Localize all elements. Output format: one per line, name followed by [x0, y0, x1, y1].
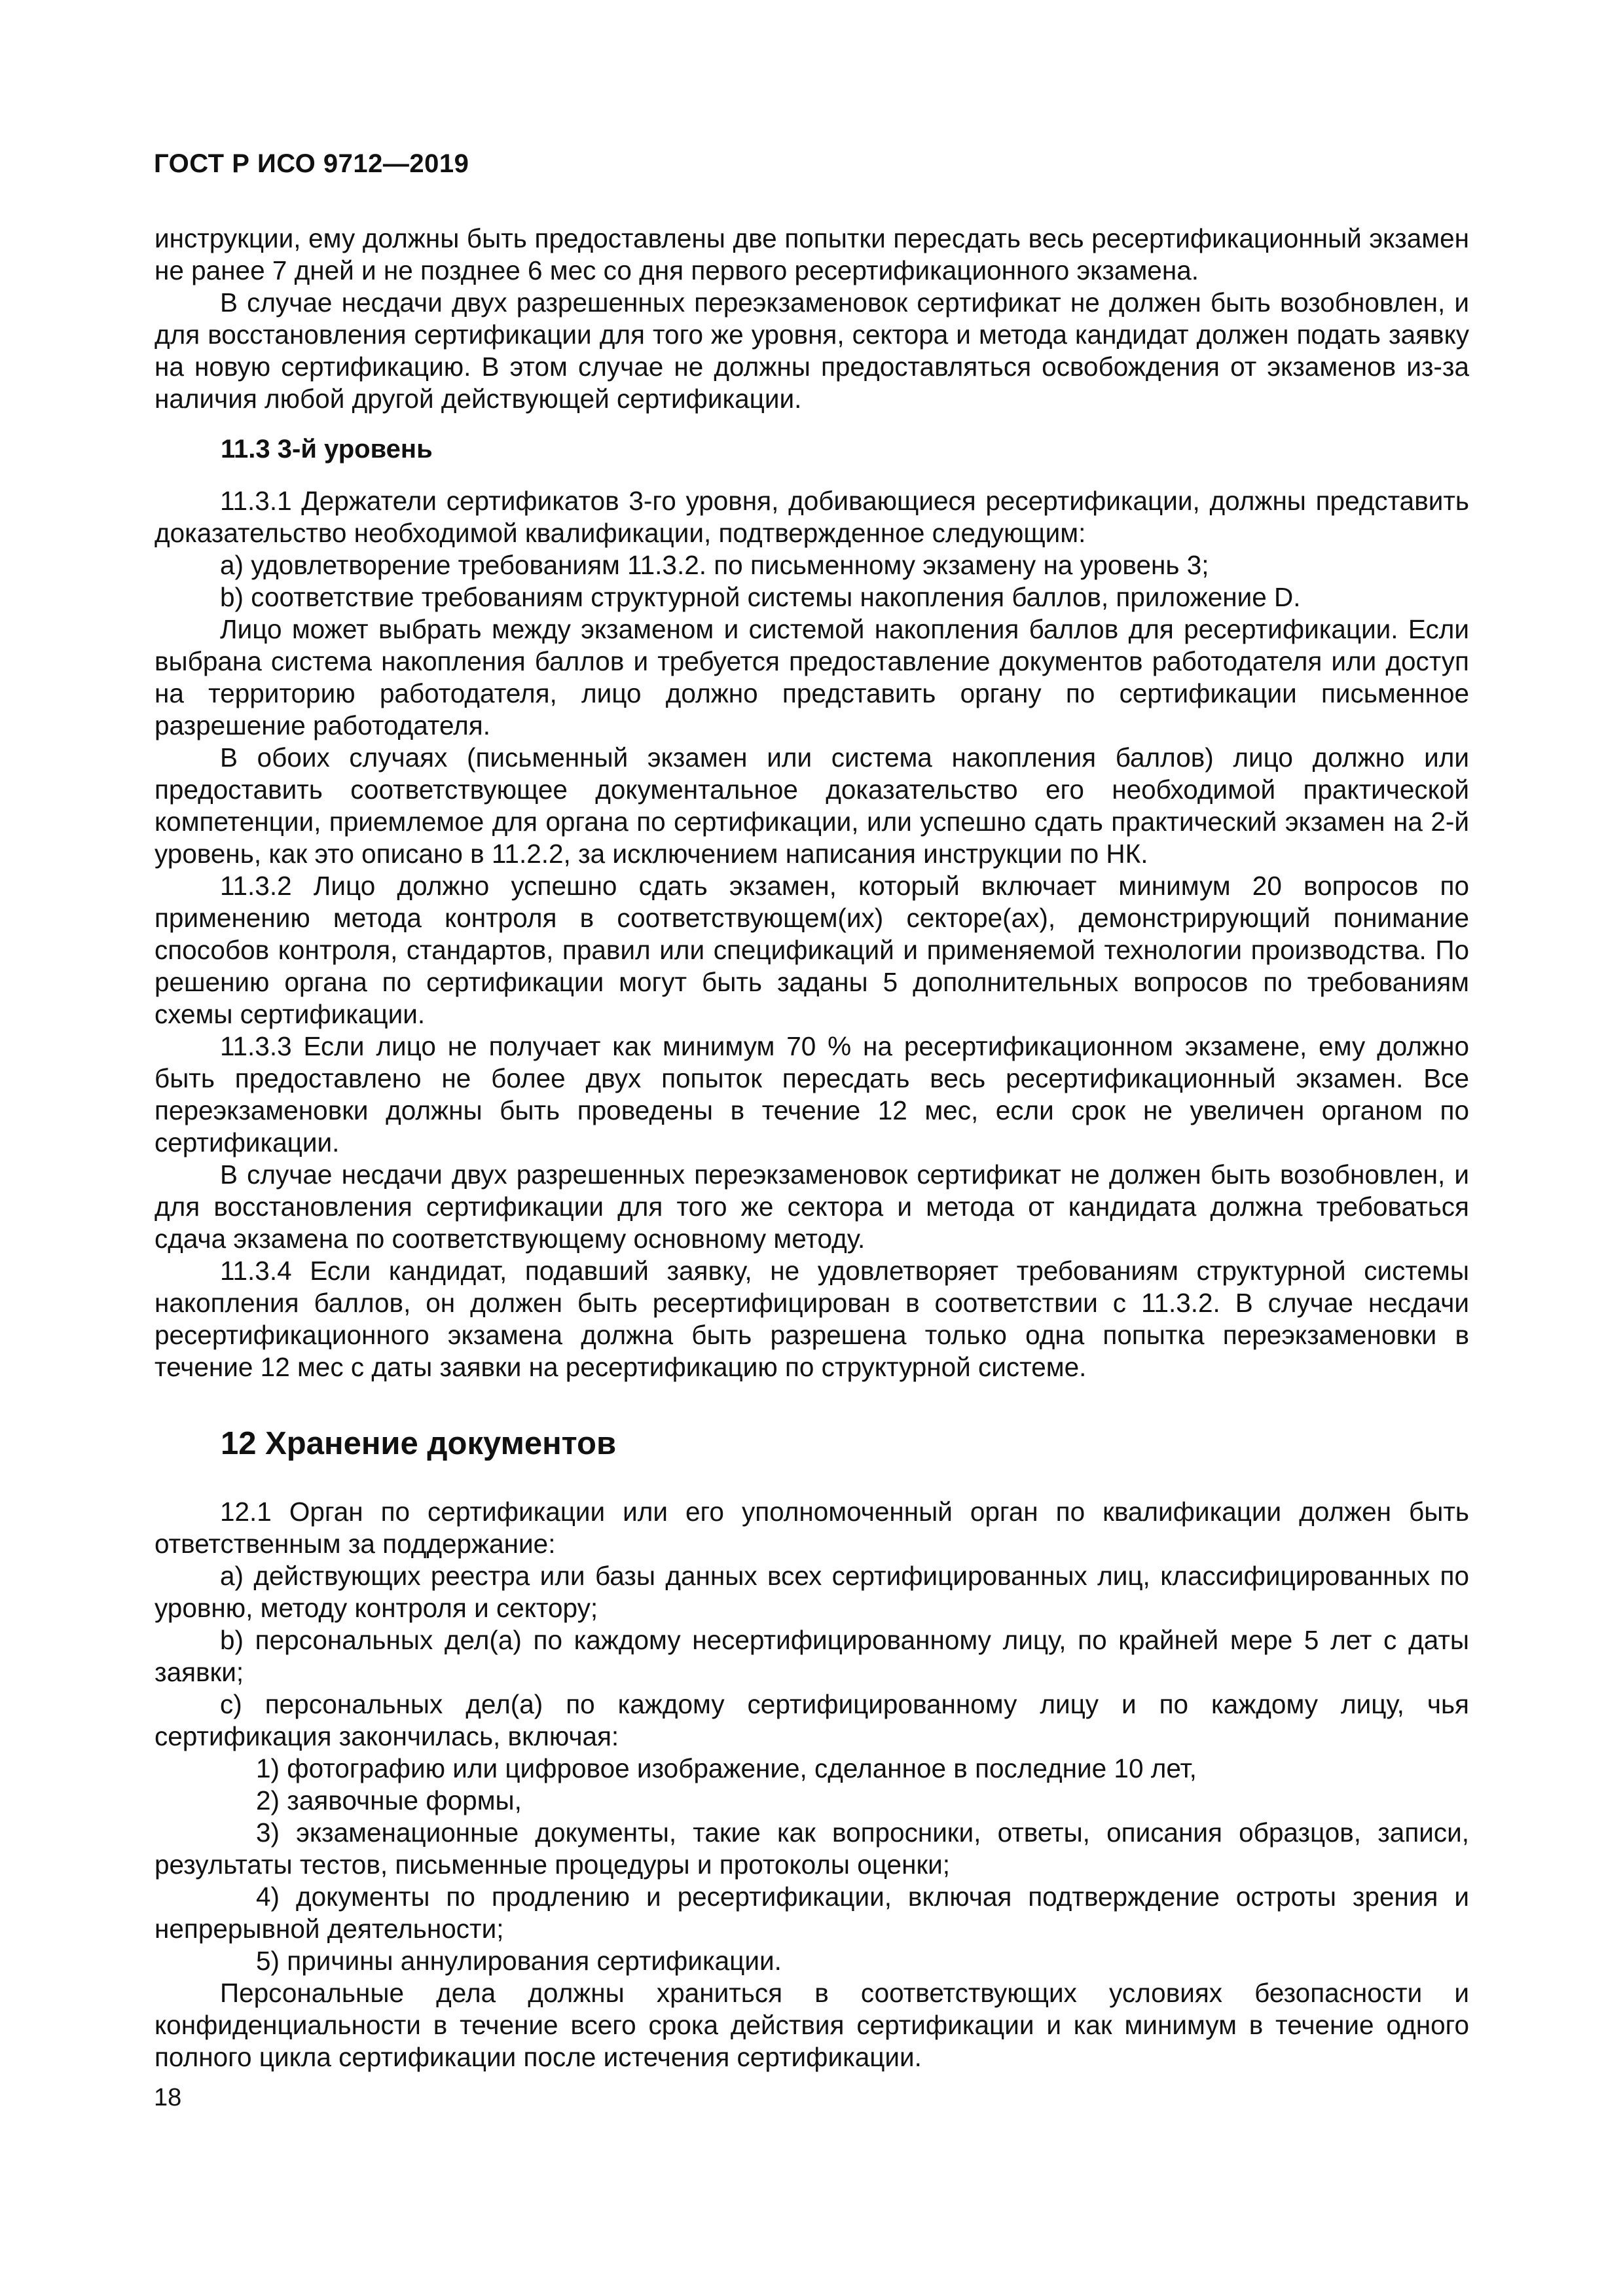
- clause-11-3-2: 11.3.2 Лицо должно успешно сдать экзамен, который включает минимум 20 вопросов по применению метода контроля в соответствующем(их) секторе(ах), демонстрирующий понимание способов контроля, стандартов, правил или спецификаций и применяемой технологии производства. По решению органа по сертификации могут быть заданы 5 дополнительных вопросов по требованиям схемы сертификации.: [155, 871, 1469, 1029]
- clause-11-3-4: 11.3.4 Если кандидат, подавший заявку, не удовлетворяет требованиям структурной системы накопления баллов, он должен быть ресертифицирован в соответствии с 11.3.2. В случае несдачи ресертификационного экзамена должна быть разрешена только одна попытка переэкзаменовки в течение 12 мес с даты заявки на ресертификацию по структурной системе.: [155, 1256, 1469, 1382]
- list-item: b) соответствие требованиям структурной системы накопления баллов, приложение D.: [220, 582, 1301, 612]
- clause-11-3-3: 11.3.3 Если лицо не получает как минимум 70 % на ресертификационном экзамене, ему должно быть предоставлено не более двух попыток пересдать весь ресертификационный экзамен. Все переэкзаменовки должны быть проведены в течение 12 мес, если срок не увеличен органом по сертификации.: [155, 1031, 1469, 1157]
- sub-list-item: 2) заявочные формы,: [256, 1785, 522, 1815]
- page-content: [155, 223, 1469, 2073]
- paragraph: В обоих случаях (письменный экзамен или система накопления баллов) лицо должно или предоставить соответствующее документальное доказательство его необходимой практической компетенции, приемлемое для органа по сертификации, или успешно сдать практический экзамен на 2-й уровень, как это описано в 11.2.2, за исключением написания инструкции по НК.: [155, 742, 1469, 869]
- page-number: 18: [154, 2084, 182, 2111]
- paragraph: В случае несдачи двух разрешенных переэкзаменовок сертификат не должен быть возобновлен, и для восстановления сертификации для того же сектора и метода от кандидата должна требоваться сдача экзамена по соответствующему основному методу.: [155, 1159, 1469, 1254]
- sub-list-item: 5) причины аннулирования сертификации.: [256, 1946, 782, 1976]
- document-header: ГОСТ Р ИСО 9712—2019: [154, 149, 469, 178]
- paragraph: Персональные дела должны храниться в соответствующих условиях безопасности и конфиденциальности в течение всего срока действия сертификации и как минимум в течение одного полного цикла сертификации после истечения сертификации.: [155, 1978, 1469, 2072]
- list-item: a) удовлетворение требованиям 11.3.2. по письменному экзамену на уровень 3;: [220, 550, 1209, 580]
- list-item: c) персональных дел(а) по каждому сертифицированному лицу и по каждому лицу, чья сертификация закончилась, включая:: [155, 1689, 1469, 1751]
- sub-list-item: 1) фотографию или цифровое изображение, сделанное в последние 10 лет,: [256, 1753, 1197, 1783]
- list-item: b) персональных дел(а) по каждому несертифицированному лицу, по крайней мере 5 лет с даты заявки;: [155, 1625, 1469, 1687]
- sub-list-item: 4) документы по продлению и ресертификации, включая подтверждение остроты зрения и непрерывной деятельности;: [155, 1882, 1469, 1944]
- paragraph-continuation: инструкции, ему должны быть предоставлены две попытки пересдать весь ресертификационный экзамен не ранее 7 дней и не позднее 6 мес со дня первого ресертификационного экзамена.: [155, 223, 1469, 285]
- list-item: a) действующих реестра или базы данных всех сертифицированных лиц, классифицированных по уровню, методу контроля и сектору;: [155, 1561, 1469, 1623]
- subsection-heading: 11.3 3-й уровень: [221, 435, 433, 464]
- paragraph: В случае несдачи двух разрешенных переэкзаменовок сертификат не должен быть возобновлен, и для восстановления сертификации для того же уровня, сектора и метода кандидат должен подать заявку на новую сертификацию. В этом случае не должны предоставляться освобождения от экзаменов из-за наличия любой другой действующей сертификации.: [155, 287, 1469, 414]
- clause-12-1: 12.1 Орган по сертификации или его уполномоченный орган по квалификации должен быть ответственным за поддержание:: [155, 1497, 1469, 1559]
- section-heading: 12 Хранение документов: [221, 1426, 617, 1461]
- paragraph: Лицо может выбрать между экзаменом и системой накопления баллов для ресертификации. Если выбрана система накопления баллов и требуется предоставление документов работодателя или доступ на территорию работодателя, лицо должно представить органу по сертификации письменное разрешение работодателя.: [155, 614, 1469, 740]
- sub-list-item: 3) экзаменационные документы, такие как вопросники, ответы, описания образцов, записи, результаты тестов, письменные процедуры и протоколы оценки;: [155, 1817, 1469, 1880]
- clause-11-3-1: 11.3.1 Держатели сертификатов 3-го уровня, добивающиеся ресертификации, должны представить доказательство необходимой квалификации, подтвержденное следующим:: [155, 486, 1469, 548]
